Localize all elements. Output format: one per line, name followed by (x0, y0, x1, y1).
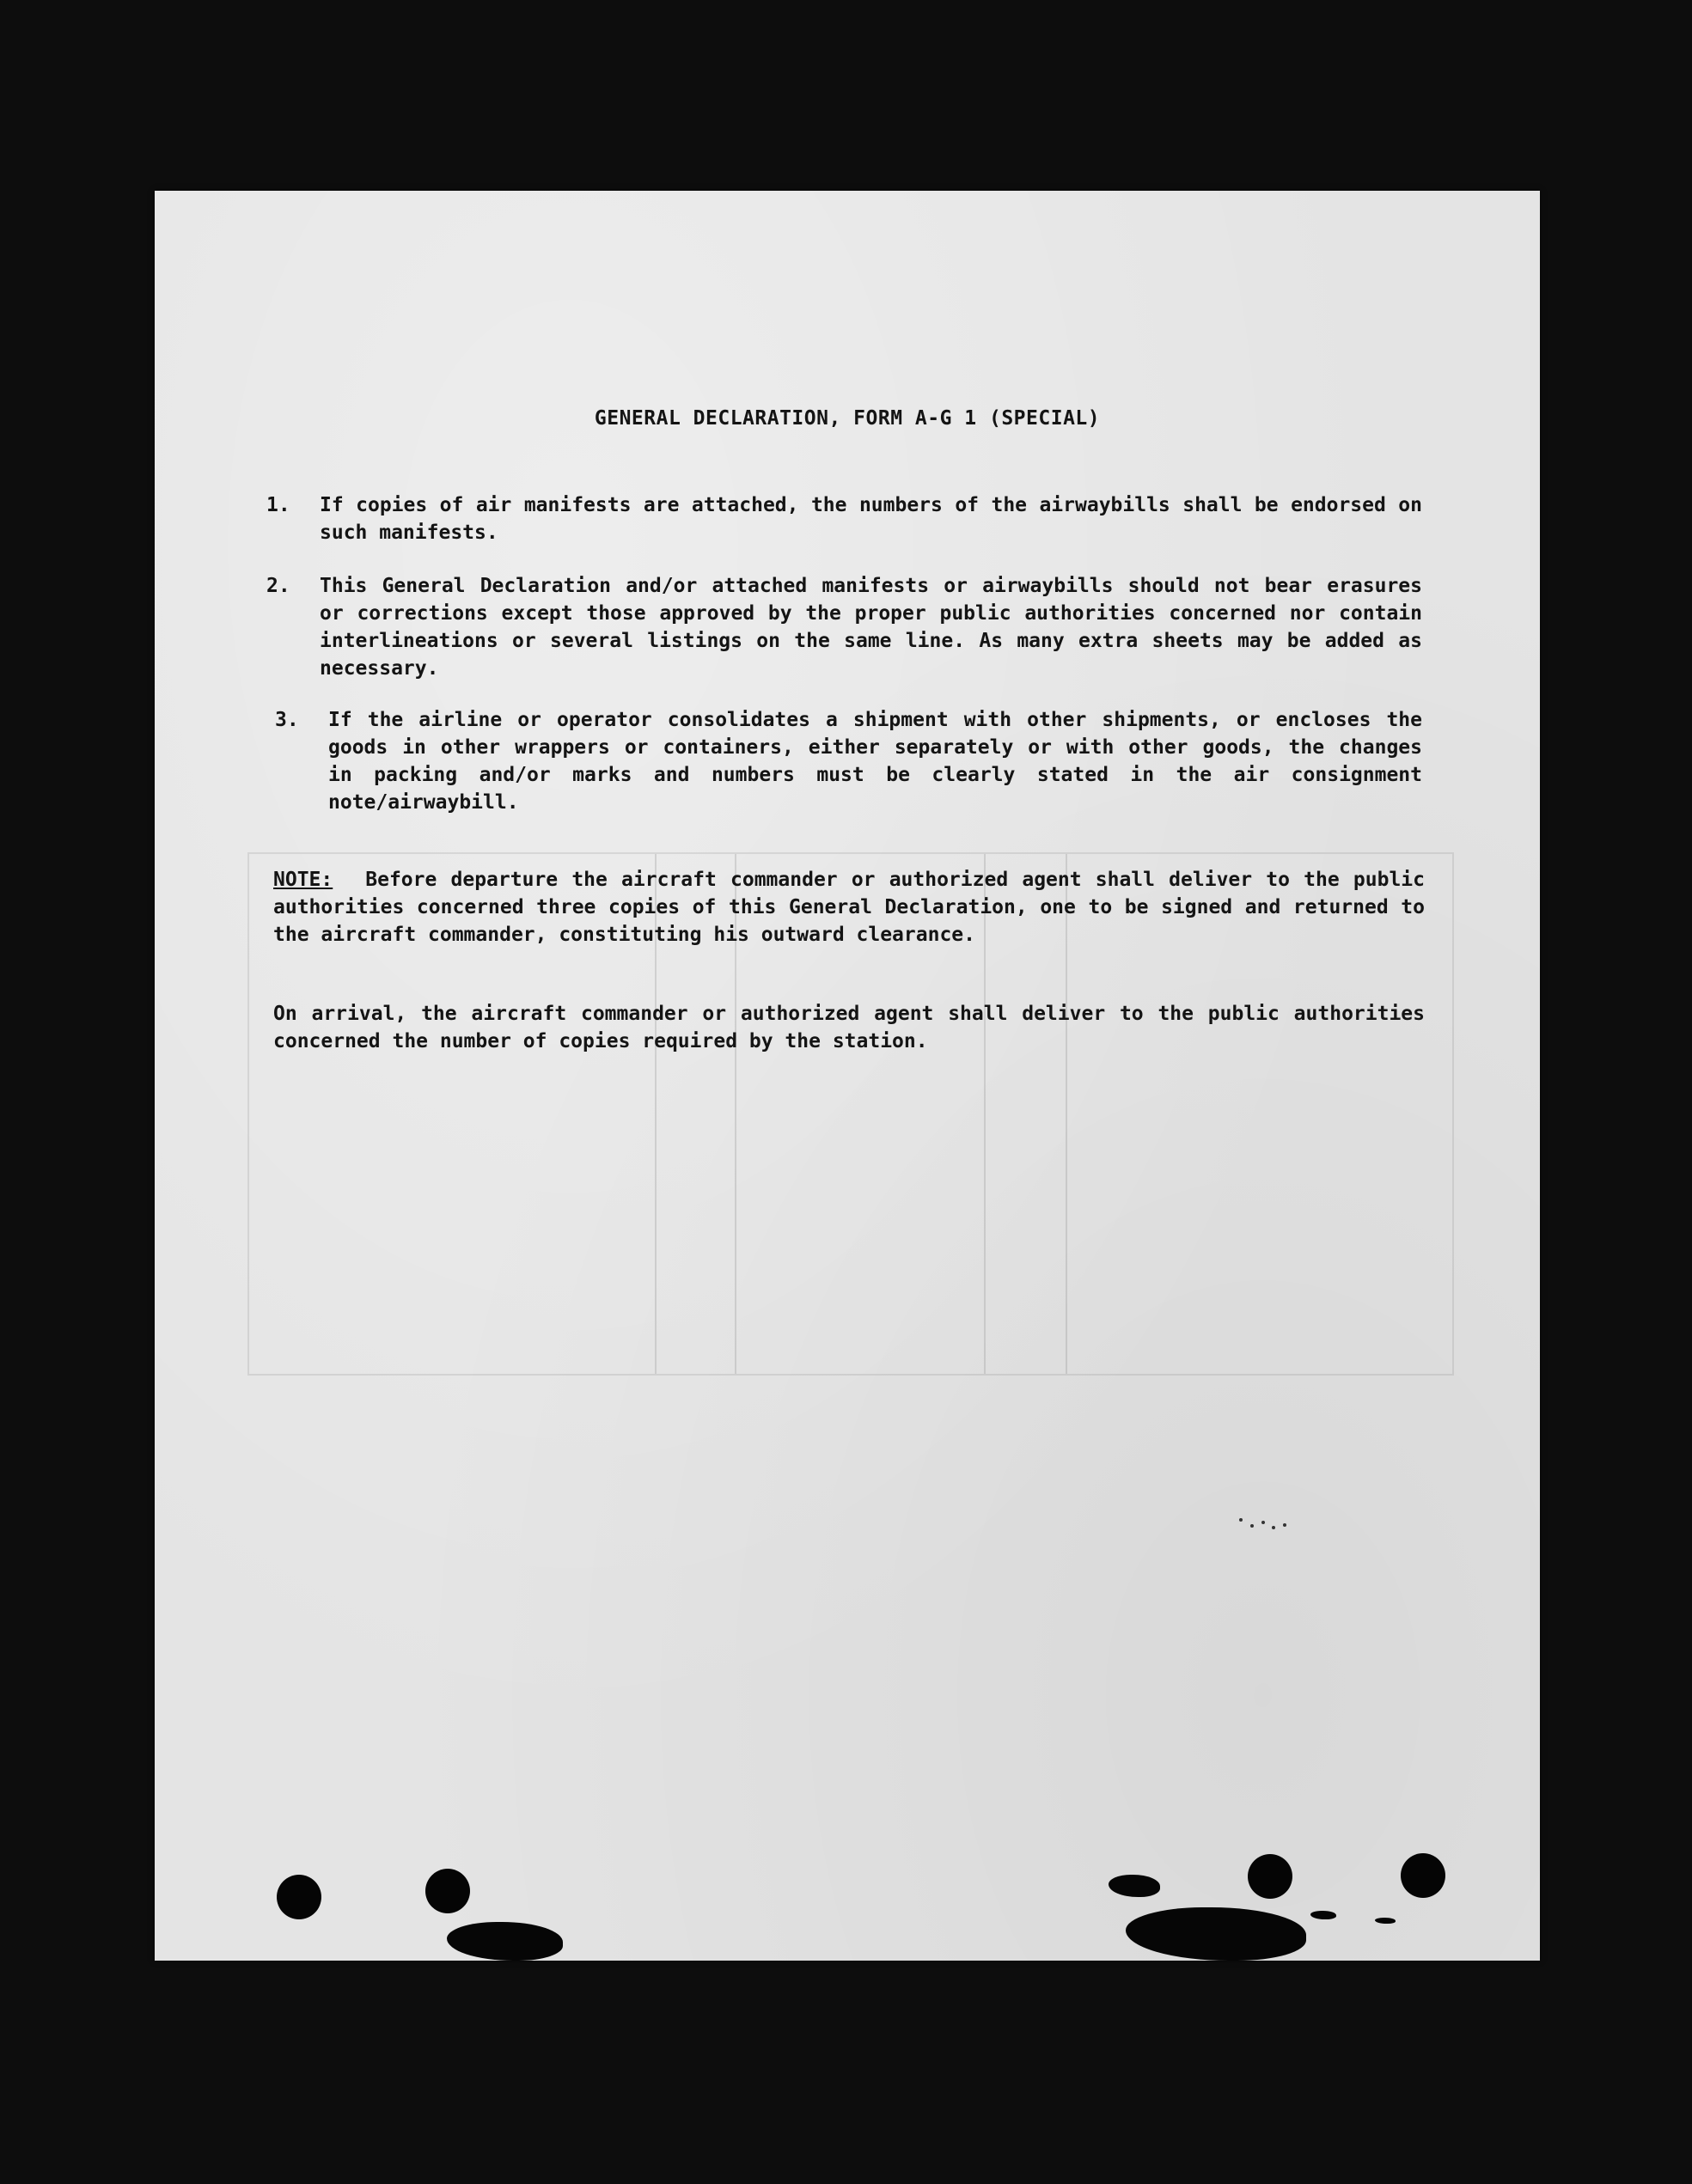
punch-hole (1401, 1853, 1445, 1898)
instruction-text: If the airline or operator consolidates a shipment with other shipments, or encloses the goods in other wrappers or containers, either separately or with other goods, the changes in packing and/or marks and numbers must be clearly stated in the air consignment note/airwaybill. (328, 709, 1422, 814)
document-title: GENERAL DECLARATION, FORM A-G 1 (SPECIAL) (594, 407, 1101, 430)
punch-hole (277, 1875, 321, 1919)
document-sheet (155, 191, 1540, 1961)
punch-hole (1248, 1854, 1292, 1899)
instruction-text: If copies of air manifests are attached, the numbers of the airwaybills shall be endorsed on such manifests. (320, 494, 1422, 544)
note-text: Before departure the aircraft commander or authorized agent shall deliver to the public authorities concerned three copies of this General Declaration, one to be signed and returned to the aircraft commander, constituting his outward clearance. (273, 869, 1425, 946)
arrival-paragraph: On arrival, the aircraft commander or authorized agent shall deliver to the public authorities concerned the number of copies required by the station. (273, 1003, 1425, 1052)
ink-speck (1261, 1521, 1265, 1524)
ink-speck (1250, 1524, 1254, 1528)
paper-damage (1109, 1875, 1160, 1897)
instruction-number: 2. (266, 575, 290, 597)
ink-speck (1283, 1523, 1286, 1527)
paper-damage (1126, 1907, 1306, 1961)
punch-hole (425, 1869, 470, 1913)
instruction-item-2 (266, 572, 1422, 682)
instruction-number: 1. (266, 494, 290, 516)
instruction-item-1 (266, 491, 1422, 546)
paper-damage (1310, 1911, 1336, 1919)
note-paragraph (273, 866, 1425, 949)
instruction-number: 3. (275, 709, 299, 731)
ink-speck (1272, 1526, 1275, 1529)
paper-damage (447, 1922, 563, 1961)
note-label: NOTE: (273, 869, 333, 891)
ink-speck (1239, 1518, 1243, 1522)
instruction-item-3 (275, 706, 1422, 816)
paper-damage (1375, 1918, 1396, 1924)
instruction-text: This General Declaration and/or attached manifests or airwaybills should not bear erasures or corrections except those approved by the proper public authorities concerned nor contain interlineations or several listings on the same line. As many extra sheets may be added as necessary. (320, 575, 1422, 680)
